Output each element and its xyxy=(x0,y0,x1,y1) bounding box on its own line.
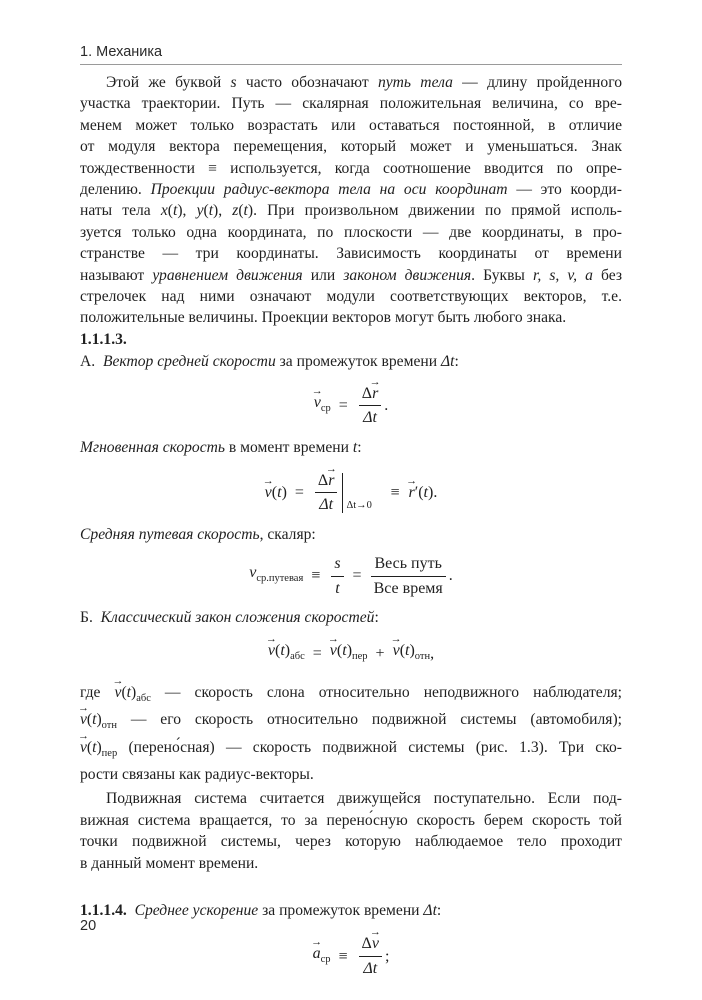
fraction: $\frac{s}{t}$ xyxy=(331,553,343,599)
text-line: в данный момент времени. xyxy=(80,854,259,872)
term-average-velocity-vector: Вектор средней скорости xyxy=(102,353,276,371)
term-law-of-motion: законом движения xyxy=(343,266,472,284)
page-number: 20 xyxy=(80,918,97,934)
term-projections: Проекции радиус-вектора тела на оси координат xyxy=(150,181,508,199)
term-velocity-addition-law: Классический закон сложения скоростей xyxy=(100,608,375,626)
term-path: путь тела xyxy=(377,74,453,91)
equation-average-velocity: → $v_{ср}$ = $\frac{\Delta\to r}{\Delta t}$ . xyxy=(80,383,622,429)
fraction: $\frac{\Delta\to v}{\Delta t}$ xyxy=(359,933,382,979)
text-line: делению. Проекции радиус-вектора тела на оси координат — это коорди- xyxy=(80,181,622,199)
text-line: вижная система вращается, то за перено́сную скорость берем скорость той xyxy=(80,811,622,829)
equation-instantaneous-velocity: → v(t) = $\frac{\Delta\to r}{\Delta t}$ Δt→0 ≡ → r′(t). xyxy=(80,470,622,516)
fraction: $\frac{\Delta\to r}{\Delta t}$ xyxy=(359,383,382,429)
term-equation-of-motion: уравнением движения xyxy=(152,266,303,284)
text-line: тождественности ≡ используется, когда соотношение вводится по опре- xyxy=(80,159,622,177)
text-line: стрелочек над ними означают модули соответствующих векторов, т.е. xyxy=(80,288,622,306)
fraction: $\frac{\Delta\to r}{\Delta t}$ xyxy=(315,470,338,516)
term-average-acceleration: Среднее ускорение xyxy=(134,902,259,919)
text-line: рости связаны как радиус-векторы. xyxy=(80,765,314,783)
running-header: 1. Механика xyxy=(80,44,163,60)
equation-average-path-speed: $v_{ср.путевая}$ ≡ $\frac{s}{t}$ = $\frac{\text{Весь путь}}{\text{Все время}}$ . xyxy=(80,553,622,599)
term-instantaneous-velocity: Мгновенная скорость xyxy=(80,438,226,456)
text-line: странстве — три координаты. Зависимость координаты от времени xyxy=(80,245,622,263)
text-line: Этой же буквой s часто обозначают путь тела — длину пройденного xyxy=(106,74,622,91)
text-line: участка траектории. Путь — скалярная положительная величина, со вре- xyxy=(80,95,622,113)
average-path-speed-intro: Средняя путевая скорость, скаляр: xyxy=(80,525,316,543)
equation-average-acceleration: → $a_{ср}$ ≡ $\frac{\Delta\to v}{\Delta t}$ ; xyxy=(80,933,622,979)
text-line: положительные величины. Проекции векторов могут быть любого знака. xyxy=(80,309,567,327)
text-line: зуется только одна координата, по плоскости — две координаты, в про- xyxy=(80,223,622,241)
text-line: Подвижная система считается движущейся поступательно. Если под- xyxy=(106,790,622,808)
item-b-intro: Б. Классический закон сложения скоростей: xyxy=(80,608,379,626)
fraction: $\frac{\text{Весь путь}}{\text{Все время}}$ xyxy=(371,553,446,599)
header-rule xyxy=(80,64,622,65)
equation-velocity-addition: → $v(t)_{абс}$ = → $v(t)_{пер}$ + → $v(t)_{отн}$, xyxy=(80,640,622,667)
text-line: наты тела x(t), y(t), z(t). При произвольном движении по прямой исполь- xyxy=(80,202,622,220)
text-line: где → $v(t)_{абс}$ — скорость слона относительно неподвижного наблюдателя; xyxy=(80,682,622,709)
text-line: → $v(t)_{отн}$ — его скорость относительно подвижной системы (автомобиля); xyxy=(80,709,622,736)
instantaneous-velocity-intro: Мгновенная скорость в момент времени t: xyxy=(80,438,362,456)
paragraph-moving-frame xyxy=(80,788,622,874)
paragraph-velocity-terms xyxy=(80,682,622,786)
section-heading-1-1-1-3: 1.1.1.3. xyxy=(80,330,127,348)
text-line: от модуля вектора перемещения, который может и уменьшаться. Знак xyxy=(80,138,622,156)
paragraph-path-definition xyxy=(80,72,622,329)
text-line: → $v(t)_{пер}$ (перено́сная) — скорость подвижной системы (рис. 1.3). Три ско- xyxy=(80,737,622,764)
item-a-intro: А. Вектор средней скорости за промежуток времени Δt: xyxy=(80,353,459,371)
term-average-path-speed: Средняя путевая скорость xyxy=(80,525,260,543)
text-line: называют уравнением движения или законом движения. Буквы r, s, v, a без xyxy=(80,266,623,284)
text-line: менем может только возрастать или оставаться постоянной, в отличие xyxy=(80,116,622,134)
page-body xyxy=(80,72,622,987)
section-heading-1-1-1-4: 1.1.1.4. Среднее ускорение за промежуток времени Δt: xyxy=(80,902,442,919)
text-line: точки подвижной системы, через которую наблюдаемое тело проходит xyxy=(80,833,622,851)
evaluation-bar: Δt→0 xyxy=(342,473,381,513)
